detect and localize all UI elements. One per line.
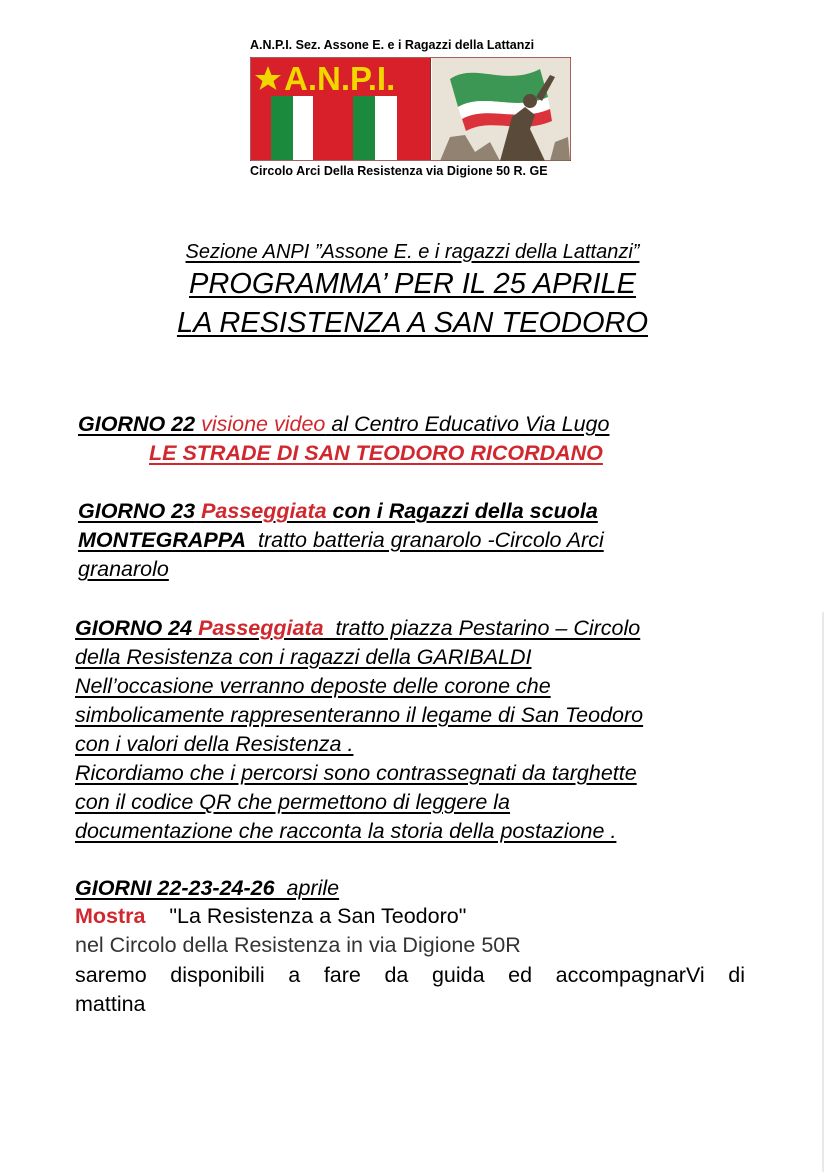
header-top-line: A.N.P.I. Sez. Assone E. e i Ragazzi della Lattanzi (250, 38, 535, 52)
exhibit-guide-line2: mattina (75, 992, 146, 1016)
day23-line1 (78, 499, 598, 524)
day23-activity: Passeggiata (201, 499, 327, 523)
day22-label: GIORNO 22 (78, 412, 196, 436)
day22-highlight: LE STRADE DI SAN TEODORO RICORDANO (149, 441, 603, 465)
exhibit-title-line (75, 904, 466, 929)
day24-line: con i valori della Resistenza . (75, 732, 354, 756)
day23-line3: granarolo (78, 557, 169, 581)
day23-line2 (78, 528, 604, 553)
day22-place: al Centro Educativo Via Lugo (331, 412, 610, 436)
program-title-line2: LA RESISTENZA A SAN TEODORO (176, 307, 649, 339)
exhibit-name: "La Resistenza a San Teodoro" (169, 904, 467, 928)
day24-line: documentazione che racconta la storia della postazione . (75, 819, 617, 843)
day22-activity: visione video (201, 412, 326, 436)
day23-school: MONTEGRAPPA (78, 528, 247, 552)
day23-label: GIORNO 23 (78, 499, 196, 523)
day24-line: Ricordiamo che i percorsi sono contrassegnati da targhette (75, 761, 637, 785)
day24-line: simbolicamente rappresenteranno il legame di San Teodoro (75, 703, 644, 727)
exhibit-location: nel Circolo della Resistenza in via Digione 50R (75, 933, 521, 957)
day22-line (78, 412, 609, 437)
day23-route: tratto batteria granarolo -Circolo Arci (257, 528, 604, 552)
exhibit-mostra: Mostra (75, 904, 146, 928)
program-subtitle: Sezione ANPI ”Assone E. e i ragazzi della Lattanzi” (185, 241, 640, 263)
exhibit-days: GIORNI 22-23-24-26 (75, 876, 275, 900)
exhibit-month: aprile (286, 876, 340, 900)
logo-text: A.N.P.I. (284, 60, 396, 97)
header-bottom-line: Circolo Arci Della Resistenza via Digione 50 R. GE (250, 164, 548, 178)
anpi-logo (250, 57, 571, 161)
day24-line1 (75, 616, 640, 641)
page-edge-divider (822, 612, 824, 1172)
exhibit-dates (75, 876, 339, 901)
program-title-line1: PROGRAMMA’ PER IL 25 APRILE (189, 268, 636, 300)
day24-line: della Resistenza con i ragazzi della GARIBALDI (75, 645, 532, 669)
day24-activity: Passeggiata (198, 616, 324, 640)
day24-line: con il codice QR che permettono di leggere la (75, 790, 511, 814)
day23-rest: con i Ragazzi della scuola (332, 499, 598, 523)
day24-route: tratto piazza Pestarino – Circolo (335, 616, 641, 640)
day24-label: GIORNO 24 (75, 616, 193, 640)
exhibit-guide-line1: saremo disponibili a fare da guida ed accompagnarVi di (75, 963, 745, 987)
day24-line: Nell’occasione verranno deposte delle corone che (75, 674, 551, 698)
